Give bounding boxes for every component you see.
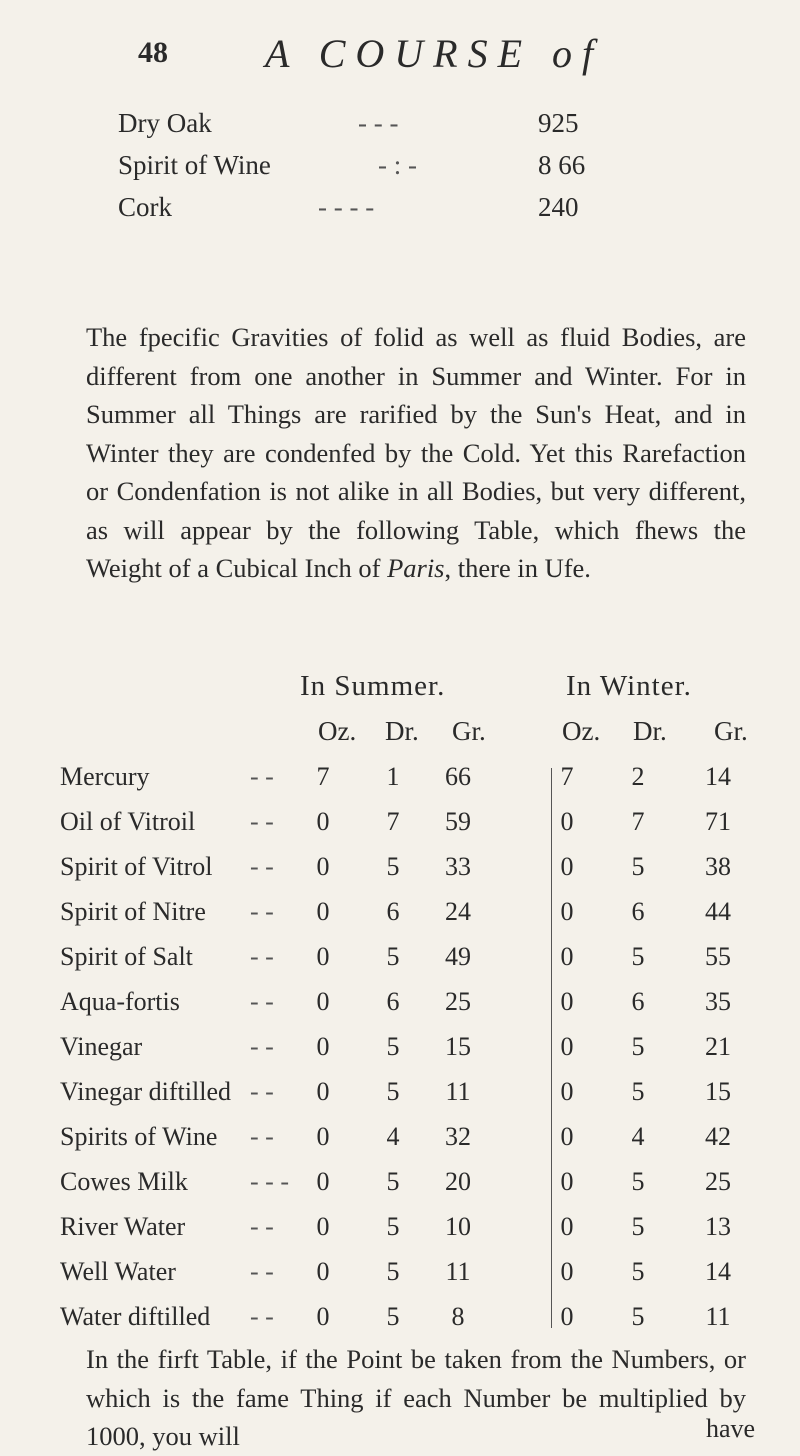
winter-value-cell: 11 — [705, 1302, 731, 1331]
summer-value-cell: 7 — [316, 762, 330, 791]
row-label: River Water — [60, 1212, 186, 1241]
summer-value-cell: 5 — [386, 852, 400, 881]
table-row — [0, 1032, 800, 1077]
winter-value-cell: 0 — [560, 1167, 574, 1196]
leader-dashes: - - — [250, 1212, 274, 1241]
summer-value-cell: 0 — [316, 1302, 330, 1331]
summer-value-cell: 32 — [445, 1122, 471, 1151]
row-label: Oil of Vitroil — [60, 807, 196, 836]
winter-value-cell: 5 — [631, 1077, 645, 1106]
density-name: Cork — [118, 192, 172, 222]
winter-value-cell: 42 — [705, 1122, 731, 1151]
summer-value-cell: 5 — [386, 1257, 400, 1286]
row-label: Spirit of Salt — [60, 942, 193, 971]
summer-value-cell: 0 — [316, 1257, 330, 1286]
summer-value-cell: 0 — [316, 942, 330, 971]
table-row — [0, 1257, 800, 1302]
unit-heading: Oz. — [318, 716, 357, 746]
summer-value-cell: 6 — [386, 987, 400, 1016]
winter-heading: In Winter. — [566, 670, 692, 702]
summer-value-cell: 5 — [386, 1077, 400, 1106]
row-label: Spirits of Wine — [60, 1122, 218, 1151]
summer-value-cell: 15 — [445, 1032, 471, 1061]
table-row — [0, 807, 800, 852]
winter-value-cell: 35 — [705, 987, 731, 1016]
leader-dashes: - - — [250, 1032, 274, 1061]
summer-value-cell: 25 — [445, 987, 471, 1016]
table-header — [0, 670, 800, 760]
winter-value-cell: 71 — [705, 807, 731, 836]
table-row — [0, 942, 800, 987]
footer-paragraph: In the firft Table, if the Point be taken from the Numbers, or which is the fame Thing if each Number be multiplied by 1000, you will — [86, 1344, 746, 1451]
unit-heading: Dr. — [385, 716, 419, 746]
leader-dashes: - - - — [358, 108, 399, 138]
row-label: Spirit of Nitre — [60, 897, 206, 926]
table-row — [0, 1212, 800, 1257]
summer-value-cell: 24 — [445, 897, 471, 926]
winter-value-cell: 0 — [560, 942, 574, 971]
density-row — [118, 192, 678, 234]
density-name: Spirit of Wine — [118, 150, 271, 180]
leader-dashes: - - — [250, 897, 274, 926]
winter-value-cell: 0 — [560, 1212, 574, 1241]
table-row — [0, 1167, 800, 1212]
summer-value-cell: 11 — [445, 1077, 471, 1106]
summer-value-cell: 20 — [445, 1167, 471, 1196]
winter-value-cell: 2 — [631, 762, 645, 791]
summer-value-cell: 10 — [445, 1212, 471, 1241]
leader-dashes: - - — [250, 852, 274, 881]
summer-value-cell: 59 — [445, 807, 471, 836]
winter-value-cell: 5 — [631, 1257, 645, 1286]
winter-value-cell: 0 — [560, 1257, 574, 1286]
density-list — [118, 108, 678, 234]
summer-value-cell: 11 — [445, 1257, 471, 1286]
leader-dashes: - - — [250, 942, 274, 971]
winter-value-cell: 7 — [560, 762, 574, 791]
winter-value-cell: 13 — [705, 1212, 731, 1241]
summer-value-cell: 6 — [386, 897, 400, 926]
summer-value-cell: 0 — [316, 987, 330, 1016]
catchword: have — [706, 1414, 756, 1443]
summer-value-cell: 0 — [316, 1032, 330, 1061]
leader-dashes: - - — [250, 807, 274, 836]
winter-value-cell: 14 — [705, 762, 731, 791]
row-label: Vinegar diftilled — [60, 1077, 231, 1106]
winter-value-cell: 0 — [560, 987, 574, 1016]
winter-value-cell: 0 — [560, 1302, 574, 1331]
summer-value-cell: 49 — [445, 942, 471, 971]
winter-value-cell: 44 — [705, 897, 731, 926]
winter-value-cell: 0 — [560, 852, 574, 881]
row-label: Aqua-fortis — [60, 987, 180, 1016]
winter-value-cell: 5 — [631, 1167, 645, 1196]
row-label: Mercury — [60, 762, 150, 791]
row-label: Spirit of Vitrol — [60, 852, 213, 881]
winter-value-cell: 5 — [631, 1212, 645, 1241]
winter-value-cell: 25 — [705, 1167, 731, 1196]
summer-value-cell: 0 — [316, 1077, 330, 1106]
unit-heading: Oz. — [562, 716, 601, 746]
summer-value-cell: 66 — [445, 762, 471, 791]
row-label: Vinegar — [60, 1032, 143, 1061]
summer-value-cell: 0 — [316, 1212, 330, 1241]
winter-value-cell: 0 — [560, 897, 574, 926]
winter-value-cell: 0 — [560, 1122, 574, 1151]
winter-value-cell: 7 — [631, 807, 645, 836]
summer-value-cell: 4 — [386, 1122, 400, 1151]
winter-value-cell: 0 — [560, 1077, 574, 1106]
unit-heading: Dr. — [633, 716, 667, 746]
summer-value-cell: 33 — [445, 852, 471, 881]
leader-dashes: - - - - — [318, 192, 375, 222]
winter-value-cell: 38 — [705, 852, 731, 881]
leader-dashes: - - — [250, 987, 274, 1016]
summer-value-cell: 8 — [451, 1302, 465, 1331]
gravity-table — [0, 762, 800, 1347]
density-value: 925 — [538, 108, 579, 138]
winter-value-cell: 5 — [631, 942, 645, 971]
winter-value-cell: 5 — [631, 1302, 645, 1331]
winter-value-cell: 4 — [631, 1122, 645, 1151]
table-row — [0, 897, 800, 942]
summer-heading: In Summer. — [300, 670, 446, 702]
density-row — [118, 150, 678, 192]
summer-value-cell: 5 — [386, 1167, 400, 1196]
summer-value-cell: 0 — [316, 852, 330, 881]
summer-value-cell: 5 — [386, 1302, 400, 1331]
leader-dashes: - - — [250, 1077, 274, 1106]
winter-value-cell: 5 — [631, 1032, 645, 1061]
unit-heading: Gr. — [714, 716, 748, 746]
winter-value-cell: 6 — [631, 987, 645, 1016]
density-value: 8 66 — [538, 150, 586, 180]
running-title: A COURSE of — [265, 31, 604, 76]
winter-value-cell: 14 — [705, 1257, 731, 1286]
density-row — [118, 108, 678, 150]
summer-value-cell: 0 — [316, 1122, 330, 1151]
body-paragraph — [86, 318, 746, 588]
page-header — [0, 22, 800, 82]
winter-value-cell: 6 — [631, 897, 645, 926]
paragraph-text: The fpecific Gravities of folid as well as fluid Bodies, are different from one another in Summer and Winter. For in Summer all Things are rarified by the Sun's Heat, and in Winter they are condenfed by the Cold. Yet this Rarefaction or Condenfation is not alike in all Bodies, but very different, as will appear by the following Table, which fhews the Weight of a Cubical Inch of — [86, 322, 746, 583]
summer-value-cell: 5 — [386, 1212, 400, 1241]
summer-value-cell: 5 — [386, 942, 400, 971]
winter-value-cell: 0 — [560, 1032, 574, 1061]
unit-heading: Gr. — [452, 716, 486, 746]
summer-value-cell: 7 — [386, 807, 400, 836]
winter-value-cell: 21 — [705, 1032, 731, 1061]
row-label: Cowes Milk — [60, 1167, 188, 1196]
density-name: Dry Oak — [118, 108, 212, 138]
table-row — [0, 987, 800, 1032]
summer-value-cell: 0 — [316, 807, 330, 836]
leader-dashes: - - - — [250, 1167, 289, 1196]
table-row — [0, 852, 800, 897]
winter-value-cell: 5 — [631, 852, 645, 881]
winter-value-cell: 55 — [705, 942, 731, 971]
row-label: Water diftilled — [60, 1302, 211, 1331]
summer-value-cell: 0 — [316, 897, 330, 926]
winter-value-cell: 0 — [560, 807, 574, 836]
table-row — [0, 762, 800, 807]
page-number: 48 — [138, 36, 168, 69]
leader-dashes: - : - — [378, 150, 417, 180]
summer-value-cell: 5 — [386, 1032, 400, 1061]
paragraph-italic: Paris — [387, 553, 445, 583]
winter-value-cell: 15 — [705, 1077, 731, 1106]
table-row — [0, 1077, 800, 1122]
summer-value-cell: 1 — [386, 762, 400, 791]
leader-dashes: - - — [250, 1257, 274, 1286]
leader-dashes: - - — [250, 1302, 274, 1331]
leader-dashes: - - — [250, 762, 274, 791]
density-value: 240 — [538, 192, 579, 222]
summer-value-cell: 0 — [316, 1167, 330, 1196]
paragraph-text-end: , there in Ufe. — [444, 553, 591, 583]
leader-dashes: - - — [250, 1122, 274, 1151]
table-row — [0, 1122, 800, 1167]
row-label: Well Water — [60, 1257, 176, 1286]
